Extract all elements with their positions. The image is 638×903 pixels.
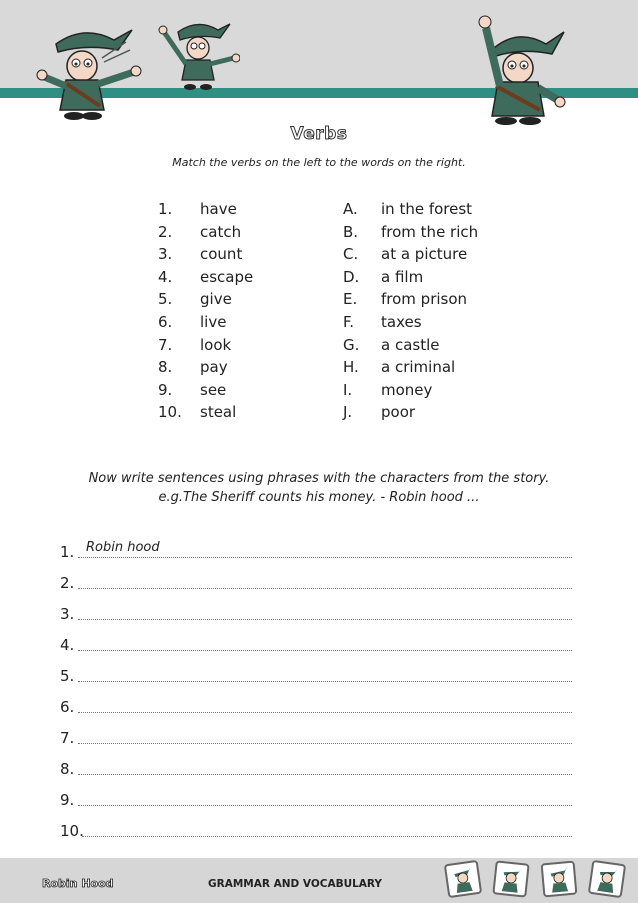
character-tile-icon <box>541 861 578 898</box>
verb-number: 5. <box>158 290 173 309</box>
verb-row <box>158 401 253 424</box>
verb-list <box>158 198 253 424</box>
phrase-letter: F. <box>343 312 354 331</box>
dotted-writing-line <box>78 805 572 806</box>
phrase-row <box>343 401 478 424</box>
phrase-text: taxes <box>381 312 422 331</box>
answer-line-number: 5. <box>60 667 75 685</box>
matching-instructions: Match the verbs on the left to the words on the right. <box>172 156 466 169</box>
dotted-writing-line <box>78 588 572 589</box>
phrase-text: poor <box>381 403 416 422</box>
verb-number: 1. <box>158 200 173 218</box>
verb-number: 2. <box>158 222 173 241</box>
phrase-row <box>343 334 478 357</box>
phrase-list <box>343 198 478 424</box>
dotted-writing-line <box>78 774 572 775</box>
verb-row <box>158 379 253 402</box>
robin-hood-character-right-illustration <box>472 10 572 126</box>
writing-instructions <box>0 469 638 507</box>
answer-line[interactable] <box>58 685 572 716</box>
verb-word: live <box>200 312 227 331</box>
verb-word: look <box>200 335 232 354</box>
answer-line[interactable] <box>58 561 572 592</box>
character-tile-icon <box>444 860 482 898</box>
phrase-text: at a picture <box>381 245 468 264</box>
phrase-letter: A. <box>343 200 358 218</box>
phrase-letter: J. <box>343 403 353 422</box>
dotted-writing-line <box>78 681 572 682</box>
answer-line[interactable] <box>58 530 572 561</box>
verb-number: 3. <box>158 245 173 264</box>
phrase-text: a criminal <box>381 358 456 377</box>
footer-series-title: Robin Hood <box>42 877 114 890</box>
dotted-writing-line <box>78 743 572 744</box>
answer-line[interactable] <box>58 716 572 747</box>
phrase-letter: C. <box>343 245 359 264</box>
phrase-row <box>343 266 478 289</box>
verb-row <box>158 243 253 266</box>
answer-line[interactable] <box>58 778 572 809</box>
answer-lines <box>58 530 572 840</box>
robin-hood-character-left-illustration <box>36 22 148 122</box>
answer-line-number: 7. <box>60 729 75 747</box>
verb-word: count <box>200 245 243 264</box>
phrase-letter: E. <box>343 290 358 309</box>
verb-row <box>158 334 253 357</box>
verb-word: give <box>200 290 232 309</box>
phrase-text: from prison <box>381 290 468 309</box>
dotted-writing-line <box>82 836 572 837</box>
answer-line-number: 4. <box>60 636 75 654</box>
verb-number: 9. <box>158 380 173 399</box>
verb-number: 7. <box>158 335 173 354</box>
verb-row <box>158 288 253 311</box>
verb-word: steal <box>200 403 237 422</box>
verb-number: 10. <box>158 403 182 422</box>
character-tile-icon <box>588 860 626 898</box>
phrase-letter: D. <box>343 267 360 286</box>
verb-number: 8. <box>158 358 173 377</box>
worksheet-title: Verbs <box>290 124 348 144</box>
answer-line-number: 9. <box>60 791 75 809</box>
verb-number: 6. <box>158 312 173 331</box>
verb-row <box>158 198 253 221</box>
phrase-row <box>343 198 478 221</box>
phrase-letter: B. <box>343 222 359 241</box>
phrase-text: in the forest <box>381 200 473 218</box>
phrase-letter: H. <box>343 358 359 377</box>
character-tile-icon <box>492 860 529 897</box>
dotted-writing-line <box>78 557 572 558</box>
phrase-row <box>343 288 478 311</box>
answer-line-number: 3. <box>60 605 75 623</box>
answer-line[interactable] <box>58 623 572 654</box>
phrase-letter: G. <box>343 335 360 354</box>
answer-line[interactable] <box>58 747 572 778</box>
verb-word: see <box>200 380 227 399</box>
answer-line-number: 8. <box>60 760 75 778</box>
robin-hood-character-middle-illustration <box>158 18 240 92</box>
answer-line-number: 6. <box>60 698 75 716</box>
phrase-text: from the rich <box>381 222 479 241</box>
answer-line-number: 1. <box>60 543 75 561</box>
answer-line[interactable] <box>58 654 572 685</box>
writing-instructions-line: Now write sentences using phrases with the characters from the story. <box>88 471 550 486</box>
phrase-row <box>343 356 478 379</box>
phrase-row <box>343 243 478 266</box>
answer-line[interactable] <box>58 592 572 623</box>
verb-row <box>158 311 253 334</box>
verb-row <box>158 266 253 289</box>
handwritten-example: Robin hood <box>86 540 160 555</box>
footer-section-label: GRAMMAR AND VOCABULARY <box>208 878 383 890</box>
verb-word: escape <box>200 267 254 286</box>
answer-line-number: 10. <box>60 822 84 840</box>
phrase-row <box>343 311 478 334</box>
answer-line[interactable] <box>58 809 572 840</box>
phrase-letter: I. <box>343 380 353 399</box>
phrase-text: money <box>381 380 433 399</box>
phrase-row <box>343 221 478 244</box>
phrase-text: a castle <box>381 335 440 354</box>
dotted-writing-line <box>78 712 572 713</box>
phrase-text: a film <box>381 267 424 286</box>
verb-row <box>158 356 253 379</box>
phrase-row <box>343 379 478 402</box>
answer-line-number: 2. <box>60 574 75 592</box>
verb-word: have <box>200 200 237 218</box>
verb-row <box>158 221 253 244</box>
writing-example-line: e.g.The Sheriff counts his money. - Robin hood ... <box>158 490 480 505</box>
dotted-writing-line <box>78 619 572 620</box>
dotted-writing-line <box>78 650 572 651</box>
verb-word: pay <box>200 358 228 377</box>
verb-word: catch <box>200 222 242 241</box>
verb-number: 4. <box>158 267 173 286</box>
